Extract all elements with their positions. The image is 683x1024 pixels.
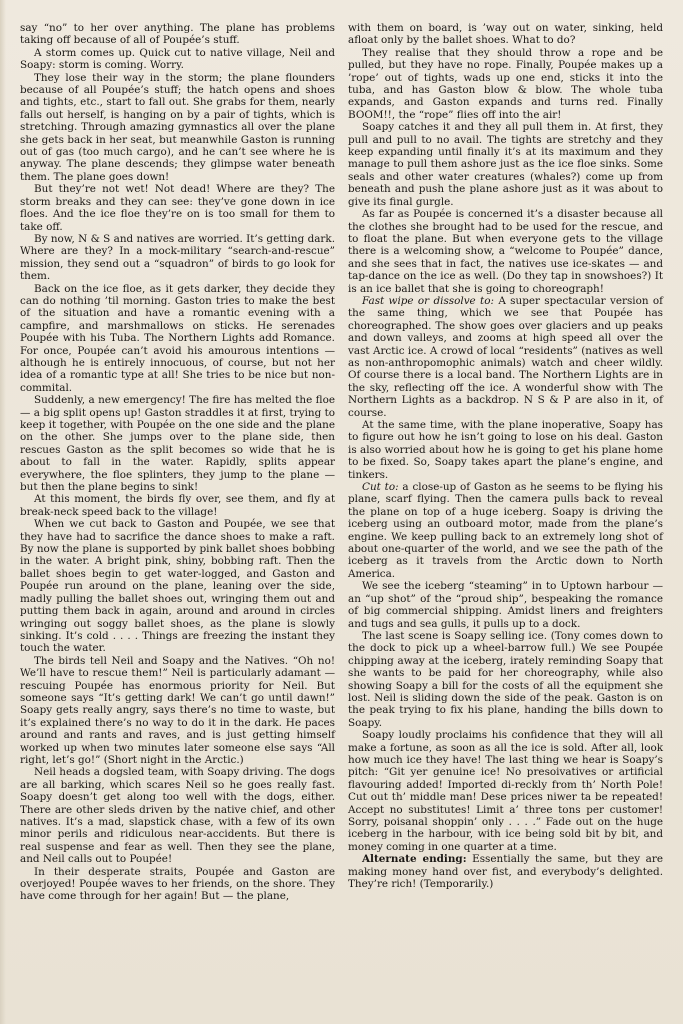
paragraph-text: The birds tell Neil and Soapy and the Natives. “Oh no! We’ll have to rescue them!” Neil is particularly adamant — rescuing Poupée has enormous priority for Neil. But someone says “It’s getting dark! We can’t go until dawn!” Soapy gets really angry, says there’s no time to waste, but it’s explained there’s no way to do it in the dark. He paces around and rants and raves, and is just getting himself worked up when two minutes later someone else says “All right, let’s go!” (Short night in the Arctic.) [20,654,335,766]
paragraph-lead-in: Fast wipe or dissolve to: [362,294,494,307]
paragraph-text: a close-up of Gaston as he seems to be flying his plane, scarf flying. Then the camera pulls back to reveal the plane on top of a huge iceberg. Soapy is driving the iceberg using an outboard motor, made from the plane’s engine. We keep pulling back to an extremely long shot of about one-quarter of the world, and we see the path of the iceberg as it travels from the Arctic down to North America. [348,481,663,580]
right-column-paragraph [348,47,663,121]
paragraph-text: We see the iceberg “steaming” in to Uptown harbour — an “up shot” of the “proud ship”, bespeaking the romance of big commercial shipping. Amidst liners and freighters and tugs and sea gulls, it pulls up to a dock. [348,580,663,630]
text-columns [20,22,663,1006]
paragraph-text: Essentially the same, but they are making money hand over fist, and everybody’s delighted. They’re rich! (Temporarily.) [348,853,663,891]
left-column-paragraph [20,766,335,865]
paragraph-text: say “no” to her over anything. The plane has problems taking off because of all of Poupée’s stuff. [20,22,335,47]
left-column-paragraph [20,394,335,493]
left-column-paragraph [20,283,335,395]
left-column [20,22,335,1006]
right-column-paragraph [348,481,663,580]
paragraph-text: Suddenly, a new emergency! The fire has melted the floe — a big split opens up! Gaston straddles it at first, trying to keep it together, with Poupée on the one side and the plane on the other. She jumps over to the plane side, then rescues Gaston as the split becomes so wide that he is about to fall in the water. Rapidly, splits appear everywhere, the floe splinters, they jump to the plane — but then the plane begins to sink! [20,394,335,494]
right-column-paragraph [348,121,663,208]
paragraph-text: Soapy loudly proclaims his confidence that they will all make a fortune, as soon as all the ice is sold. After all, look how much ice they have! The last thing we hear is Soapy’s pitch: “Git yer genuine ice! No presoivatives or artificial flavouring added! Imported di-reckly from th’ North Pole! Cut out th’ middle man! Dese prices niwer ta be repeated! Accept no substitutes! Limit a’ three tons per customer! Sorry, poisanal shoppin’ only . . . .” Fade out on the huge iceberg in the harbour, with ice being sold bit by bit, and money coming in one quarter at a time. [348,729,663,853]
left-column-paragraph [20,72,335,184]
paragraph-text: A storm comes up. Quick cut to native village, Neil and Soapy: storm is coming. Worry. [20,46,335,72]
paragraph-text: They realise that they should throw a rope and be pulled, but they have no rope. Finally, Poupée makes up a ’rope’ out of tights, wads up one end, sticks it into the tuba, and has Gaston blow & blow. The whole tuba expands, and Gaston expands and turns red. Finally BOOM!!, the “rope” flies off into the air! [348,46,663,121]
left-column-paragraph [20,866,335,903]
paragraph-text: As far as Poupée is concerned it’s a disaster because all the clothes she brought had to be used for the rescue, and to float the plane. But when everyone gets to the village there is a welcoming show, a “welcome to Poupée” dance, and she sees that in fact, the natives use ice-skates — and tap-dance on the ice as well. (Do they tap in snowshoes?) It is an ice ballet that she is going to choreograph! [348,208,663,295]
left-column-paragraph [20,233,335,283]
paragraph-text: By now, N & S and natives are worried. It’s getting dark. Where are they? In a mock-military “search-and-rescue” mission, they send out a “squadron” of birds to go look for them. [20,232,335,283]
paragraph-text: Soapy catches it and they all pull them in. At first, they pull and pull to no avail. The tights are stretchy and they keep expanding until finally it’s at its maximum and they manage to pull them ashore just as the ice floe sinks. Some seals and other water creatures (whales?) come up from beneath and push the plane ashore just as it was about to give its final gurgle. [348,121,663,208]
left-column-paragraph [20,183,335,233]
paragraph-text: At this moment, the birds fly over, see them, and fly at break-neck speed back to the village! [20,493,335,518]
left-column-paragraph [20,22,335,47]
paragraph-lead-in: Alternate ending: [362,853,467,866]
right-column-paragraph [348,853,663,890]
paragraph-text: In their desperate straits, Poupée and Gaston are overjoyed! Poupée waves to her friends, on the shore. They have come through for her again! But — the plane, [20,865,335,903]
right-column-paragraph [348,630,663,729]
paragraph-text: A super spectacular version of the same thing, which we see that Poupée has choreographed. The show goes over glaciers and up peaks and down valleys, and zooms at high speed all over the vast Arctic ice. A crowd of local “residents” (natives as well as non-anthropomophic animals) watch and cheer wildly. Of course there is a local band. The Northern Lights are in the sky, reflecting off the ice. A wonderful show with The Northern Lights as a backdrop. N S & P are also in it, of course. [348,294,663,419]
paragraph-text: They lose their way in the storm; the plane flounders because of all Poupée’s stuff; the hatch opens and shoes and tights, etc., start to fall out. She grabs for them, nearly falls out herself, is hanging on by a pair of tights, which is stretching. Through amazing gymnastics all over the plane she gets back in her seat, but meanwhile Gaston is running out of gas (too much cargo), and he can’t see where he is anyway. The plane descends; they glimpse water beneath them. The plane goes down! [20,71,335,183]
right-column-paragraph [348,580,663,630]
left-column-paragraph [20,518,335,654]
right-column [348,22,663,1006]
paragraph-text: At the same time, with the plane inoperative, Soapy has to figure out how he isn’t going to lose on his deal. Gaston is also worried about how he is going to get his plane home to be fixed. So, Soapy takes apart the plane’s engine, and tinkers. [348,419,663,481]
paragraph-text: But they’re not wet! Not dead! Where are they? The storm breaks and they can see: they’ve gone down in ice floes. And the ice floe they’re on is too small for them to take off. [20,183,335,233]
right-column-paragraph [348,208,663,295]
paragraph-text: Back on the ice floe, as it gets darker, they decide they can do nothing ’til morning. Gaston tries to make the best of the situation and have a romantic evening with a campfire, and marshmallows on sticks. He serenades Poupée with his Tuba. The Northern Lights add Romance. For once, Poupée can’t avoid his amourous intentions — although he is entirely innocuous, of course, but not her idea of a romantic type at all! She tries to be nice but non-commital. [20,282,335,394]
right-column-paragraph [348,22,663,47]
right-column-paragraph [348,295,663,419]
paragraph-text: When we cut back to Gaston and Poupée, we see that they have had to sacrifice the dance shoes to make a raft. By now the plane is supported by pink ballet shoes bobbing in the water. A bright pink, shiny, bobbing raft. Then the ballet shoes begin to get water-logged, and Gaston and Poupée run around on the plane, leaning over the side, madly pulling the ballet shoes out, wringing them out and putting them back in again, around and around in circles wringing out soggy ballet shoes, as the plane is slowly sinking. It’s cold . . . . Things are freezing the instant they touch the water. [20,518,335,655]
left-column-paragraph [20,47,335,72]
right-column-paragraph [348,729,663,853]
paragraph-text: The last scene is Soapy selling ice. (Tony comes down to the dock to pick up a wheel-barrow full.) We see Poupée chipping away at the iceberg, irately reminding Soapy that she wants to be paid for her choreography, while also showing Soapy a bill for the costs of all the equipment she lost. Neil is sliding down the side of the peak. Gaston is on the peak trying to fix his plane, handing the bills down to Soapy. [348,629,663,729]
paragraph-lead-in: Cut to: [362,481,399,494]
paragraph-text: Neil heads a dogsled team, with Soapy driving. The dogs are all barking, which scares Neil so he goes really fast. Soapy doesn’t get along too well with the dogs, either. There are other sleds driven by the native chief, and other natives. It’s a mad, slapstick chase, with a few of its own minor perils and ridiculous near-accidents. But there is real suspense and fear as well. Then they see the plane, and Neil calls out to Poupée! [20,766,335,866]
paragraph-text: with them on board, is ’way out on water, sinking, held afloat only by the ballet shoes. What to do? [348,22,663,47]
left-column-paragraph [20,655,335,767]
page-spine-shadow [0,0,6,1024]
left-column-paragraph [20,493,335,518]
right-column-paragraph [348,419,663,481]
